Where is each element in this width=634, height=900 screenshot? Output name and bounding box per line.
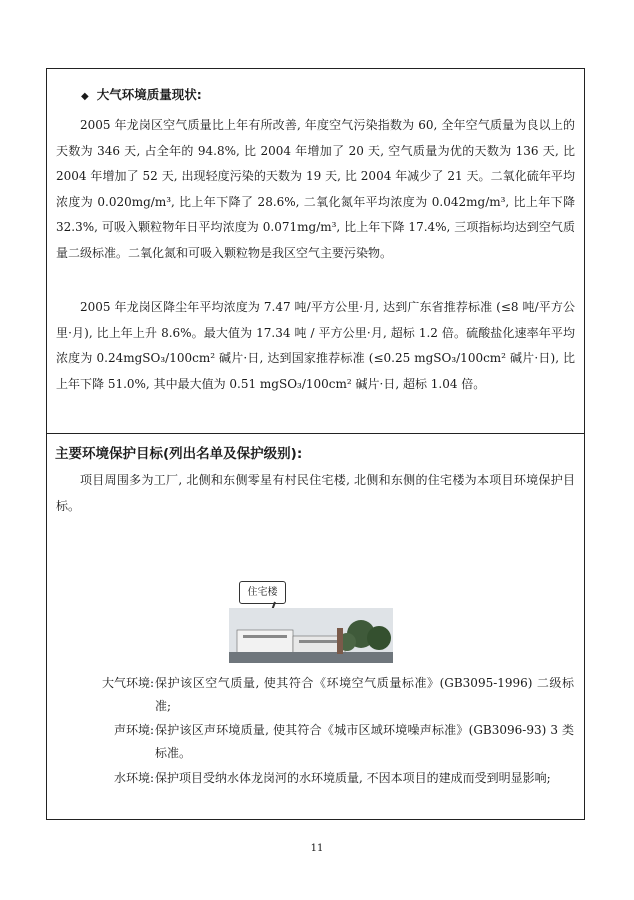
content-frame <box>46 68 585 820</box>
callout-label: 住宅楼 <box>239 581 286 604</box>
item-label: 大气环境: <box>101 676 154 690</box>
protection-target-section <box>47 434 584 819</box>
item-text: 保护该区空气质量, 使其符合《环境空气质量标准》(GB3095-1996) 二级标准; <box>155 676 574 713</box>
item-text: 保护该区声环境质量, 使其符合《城市区域环境噪声标准》(GB3096-93) 3 类标准。 <box>155 723 574 760</box>
section-heading: 主要环境保护目标(列出名单及保护级别): <box>55 446 303 462</box>
paragraph-1: 2005 年龙岗区空气质量比上年有所改善, 年度空气污染指数为 60, 全年空气质量为良以上的天数为 346 天, 占全年的 94.8%, 比 2004 年增加了 20 天, 空气质量为优的天数为 136 天, 比 2004 年增加了 52 天, 出现轻度污染的天数为 19 天, 比 2004 年减少了 21 天。二氧化硫年平均浓度为 0.020mg/m³, 比上年下降了 28.6%, 二氧化氮年平均浓度为 0.042mg/m³, 比上年下降 32.3%, 可吸入颗粒物年日平均浓度为 0.071mg/m³, 比上年下降 17.4%, 三项指标均达到空气质量二级标准。二氧化氮和可吸入颗粒物是我区空气主要污染物。 <box>56 118 575 260</box>
item-text: 保护项目受纳水体龙岗河的水环境质量, 不因本项目的建成而受到明显影响; <box>155 771 551 785</box>
section-heading: ◆ 大气环境质量现状: <box>81 87 202 102</box>
paragraph-2: 2005 年龙岗区降尘年平均浓度为 7.47 吨/平方公里·月, 达到广东省推荐标准 (≤8 吨/平方公里·月), 比上年上升 8.6%。最大值为 17.34 吨 / 平方公里·月, 超标 1.2 倍。硫酸盐化速率年平均浓度为 0.24mgSO₃/100cm² 碱片·日, 达到国家推荐标准 (≤0.25 mgSO₃/100cm² 碱片·日), 比上年下降 51.0%, 其中最大值为 0.51 mgSO₃/100cm² 碱片·日, 超标 1.04 倍。 <box>56 300 575 391</box>
air-quality-section <box>47 69 584 434</box>
page-number: 11 <box>310 843 324 854</box>
intro-paragraph: 项目周围多为工厂, 北侧和东侧零星有村民住宅楼, 北侧和东侧的住宅楼为本项目环境保护目标。 <box>56 473 575 513</box>
diamond-bullet-icon: ◆ <box>81 91 89 102</box>
item-label: 水环境: <box>113 771 154 785</box>
site-photo <box>229 608 393 663</box>
item-label: 声环境: <box>113 723 154 737</box>
